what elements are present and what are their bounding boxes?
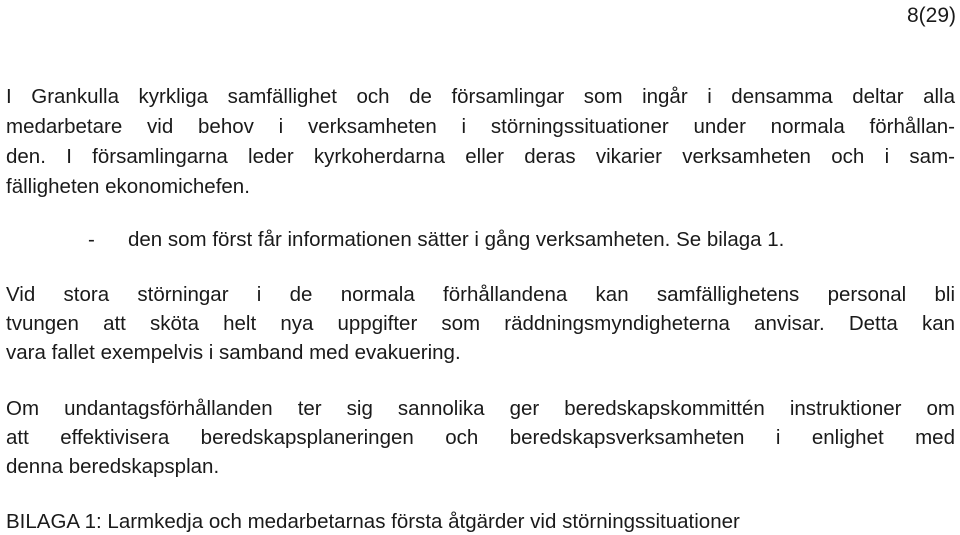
paragraph-2-line: Vid stora störningar i de normala förhållandena kan samfällighetens personal bli [6, 283, 955, 306]
page-number: 8(29) [906, 4, 956, 27]
paragraph-1-line: I Grankulla kyrkliga samfällighet och de församlingar som ingår i densamma deltar alla [6, 85, 955, 108]
paragraph-1-line: fälligheten ekonomichefen. [6, 175, 250, 198]
paragraph-3-line: Om undantagsförhållanden ter sig sannolika ger beredskapskommittén instruktioner om [6, 397, 955, 420]
paragraph-3-line: denna beredskapsplan. [6, 455, 220, 478]
appendix-heading: BILAGA 1: Larmkedja och medarbetarnas första åtgärder vid störningssituationer [6, 510, 740, 533]
paragraph-1-line: den. I församlingarna leder kyrkoherdarna eller deras vikarier verksamheten och i sam- [6, 145, 955, 168]
paragraph-1-line: medarbetare vid behov i verksamheten i störningssituationer under normala förhållan- [6, 115, 955, 138]
bullet-marker: - [88, 228, 95, 251]
paragraph-2-line: vara fallet exempelvis i samband med evakuering. [6, 341, 461, 364]
paragraph-3-line: att effektivisera beredskapsplaneringen och beredskapsverksamheten i enlighet med [6, 426, 955, 449]
bullet-text: den som först får informationen sätter i gång verksamheten. Se bilaga 1. [128, 228, 785, 251]
paragraph-2-line: tvungen att sköta helt nya uppgifter som räddningsmyndigheterna anvisar. Detta kan [6, 312, 955, 335]
